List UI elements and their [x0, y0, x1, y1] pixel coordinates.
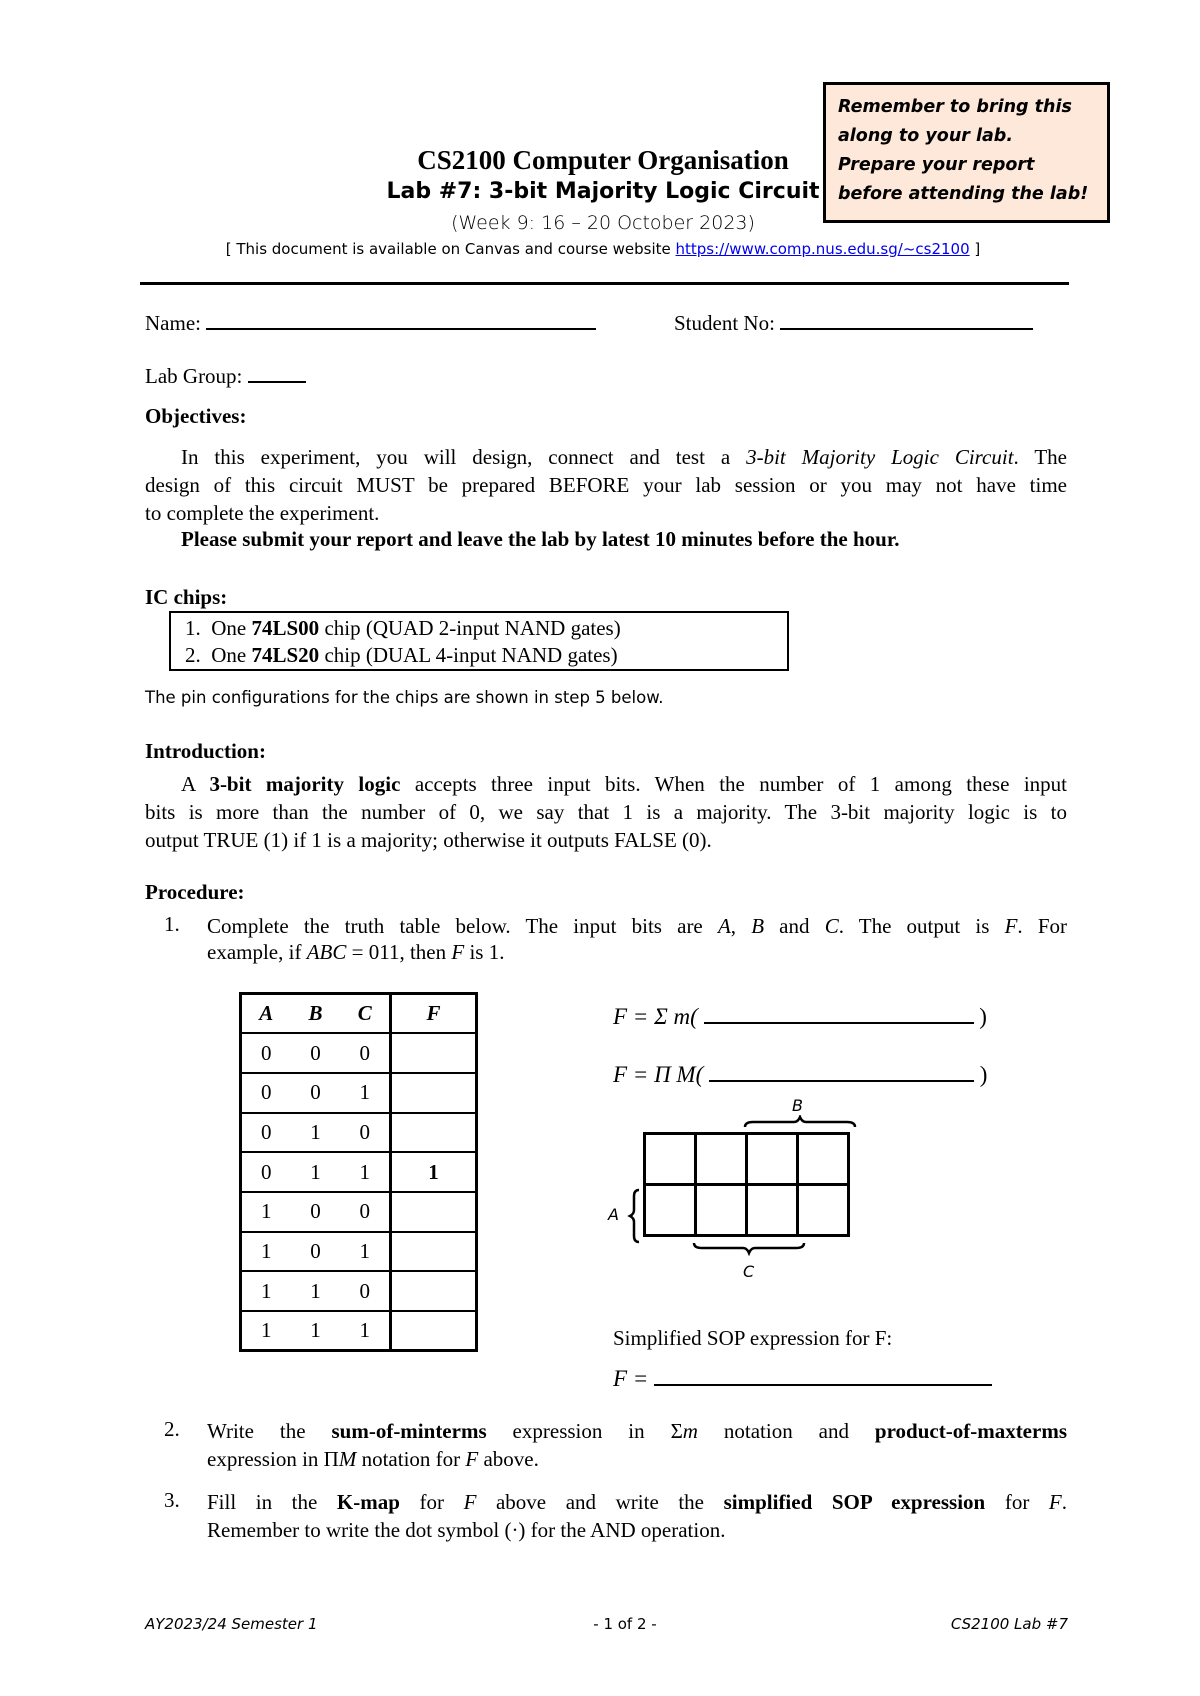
kmap-cell[interactable] — [747, 1185, 798, 1236]
table-row: 1 1 1 — [241, 1311, 477, 1351]
introduction-heading: Introduction: — [145, 739, 266, 763]
procedure-heading: Procedure: — [145, 880, 245, 904]
header-divider — [140, 282, 1069, 285]
student-no-field[interactable]: Student No: — [674, 311, 1033, 336]
course-website-link[interactable]: https://www.comp.nus.edu.sg/~cs2100 — [675, 240, 970, 258]
table-row: 0 0 0 — [241, 1033, 477, 1073]
sop-field[interactable]: F = — [613, 1366, 992, 1392]
intro-line: A 3-bit majority logic accepts three input bits. When the number of 1 among these input — [181, 772, 1067, 796]
intro-line: output TRUE (1) if 1 is a majority; otherwise it outputs FALSE (0). — [145, 828, 712, 852]
brace-b — [745, 1117, 855, 1127]
pin-config-note: The pin configurations for the chips are shown in step 5 below. — [145, 688, 664, 707]
kmap-cell[interactable] — [696, 1134, 747, 1185]
truth-table — [239, 992, 478, 1352]
chip-item: 2. One 74LS20 chip (DUAL 4-input NAND gates) — [185, 643, 618, 667]
lab-group-field[interactable]: Lab Group: — [145, 364, 306, 389]
step-2-line: expression in ΠM notation for F above. — [207, 1447, 539, 1471]
table-header-row: A B C F — [241, 994, 477, 1034]
ic-chips-heading: IC chips: — [145, 585, 228, 609]
objectives-line: to complete the experiment. — [145, 501, 380, 525]
f-cell[interactable] — [391, 1232, 477, 1272]
table-row: 1 0 0 — [241, 1192, 477, 1232]
kmap-cell[interactable] — [645, 1185, 696, 1236]
kmap-cell[interactable] — [798, 1185, 849, 1236]
kmap-cell[interactable] — [798, 1134, 849, 1185]
brace-c — [694, 1243, 804, 1253]
kmap-label-c: C — [743, 1262, 755, 1281]
table-row: 0 0 1 — [241, 1073, 477, 1113]
step-3-line: Fill in the K-map for F above and write the simplified SOP expression for F. — [207, 1490, 1067, 1514]
f-cell[interactable] — [391, 1113, 477, 1153]
ic-chips-list — [169, 611, 789, 671]
notice-line: Remember to bring this — [838, 97, 1072, 117]
f-cell[interactable]: 1 — [391, 1152, 477, 1192]
lab-title: Lab #7: 3-bit Majority Logic Circuit — [386, 179, 820, 204]
step-1-line: Complete the truth table below. The input bits are A, B and C. The output is F. For — [207, 914, 1067, 938]
step-1-line: example, if ABC = 011, then F is 1. — [207, 940, 505, 964]
step-3-line: Remember to write the dot symbol (·) for the AND operation. — [207, 1518, 726, 1542]
f-cell[interactable] — [391, 1311, 477, 1351]
objectives-line: In this experiment, you will design, connect and test a 3-bit Majority Logic Circuit. The — [181, 445, 1067, 469]
kmap-cell[interactable] — [747, 1134, 798, 1185]
f-cell[interactable] — [391, 1271, 477, 1311]
table-row: 0 1 1 1 — [241, 1152, 477, 1192]
step-number: 1. — [164, 912, 180, 936]
submission-note: Please submit your report and leave the lab by latest 10 minutes before the hour. — [181, 527, 900, 551]
objectives-line: design of this circuit MUST be prepared BEFORE your lab session or you may not have time — [145, 473, 1067, 497]
notice-line: before attending the lab! — [838, 184, 1089, 204]
sop-label: Simplified SOP expression for F: — [613, 1326, 893, 1350]
footer-semester: AY2023/24 Semester 1 — [145, 1615, 318, 1633]
sum-of-minterms-field[interactable]: F = Σ m( ) — [613, 1004, 987, 1029]
footer-page-number: - 1 of 2 - — [593, 1615, 657, 1633]
brace-a — [630, 1190, 639, 1242]
kmap-cell[interactable] — [645, 1134, 696, 1185]
step-number: 2. — [164, 1417, 180, 1441]
footer-lab: CS2100 Lab #7 — [950, 1615, 1068, 1633]
course-title: CS2100 Computer Organisation — [417, 145, 789, 175]
f-cell[interactable] — [391, 1073, 477, 1113]
objectives-heading: Objectives: — [145, 404, 247, 428]
table-row: 1 1 0 — [241, 1271, 477, 1311]
kmap-cell[interactable] — [696, 1185, 747, 1236]
k-map — [643, 1132, 850, 1237]
product-of-maxterms-field[interactable]: F = Π M( ) — [613, 1062, 988, 1087]
notice-line: Prepare your report — [838, 155, 1035, 175]
table-row: 1 0 1 — [241, 1232, 477, 1272]
kmap-label-a: A — [608, 1205, 619, 1224]
f-cell[interactable] — [391, 1192, 477, 1232]
name-field[interactable]: Name: — [145, 311, 596, 336]
f-cell[interactable] — [391, 1033, 477, 1073]
step-number: 3. — [164, 1488, 180, 1512]
intro-line: bits is more than the number of 0, we say that 1 is a majority. The 3-bit majority logic is to — [145, 800, 1067, 824]
table-row: 0 1 0 — [241, 1113, 477, 1153]
availability-note: [ This document is available on Canvas and course website https://www.comp.nus.edu.sg/~cs2100 ] — [225, 240, 981, 258]
chip-item: 1. One 74LS00 chip (QUAD 2-input NAND gates) — [185, 616, 621, 640]
week-dates: (Week 9: 16 – 20 October 2023) — [451, 212, 755, 234]
kmap-label-b: B — [792, 1096, 803, 1115]
notice-line: along to your lab. — [838, 126, 1013, 146]
step-2-line: Write the sum-of-minterms expression in Σm notation and product-of-maxterms — [207, 1419, 1067, 1443]
